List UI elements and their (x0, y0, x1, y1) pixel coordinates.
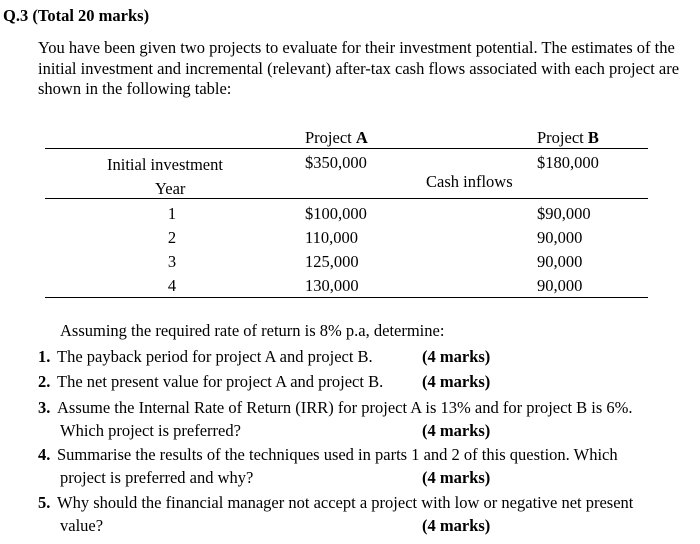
project-b-cell: 90,000 (537, 252, 583, 271)
question-marks: (4 marks) (422, 468, 491, 487)
project-b-letter: B (587, 128, 599, 147)
question-text-continued: Which project is preferred? (60, 421, 241, 440)
project-b-cell: 90,000 (537, 228, 583, 247)
project-a-cell: 110,000 (305, 228, 359, 247)
question-title: Q.3 (Total 20 marks) (3, 6, 150, 25)
question-text: Summarise the results of the techniques used in parts 1 and 2 of this question. Which (57, 445, 618, 464)
initial-investment-b: $180,000 (537, 153, 599, 172)
table-bottom-rule (45, 297, 648, 298)
project-a-cell: 130,000 (305, 276, 359, 295)
question-marks: (4 marks) (422, 372, 491, 391)
project-a-cell: $100,000 (305, 204, 367, 223)
year-label: Year (155, 179, 186, 198)
project-b-cell: $90,000 (537, 204, 591, 223)
question-intro: You have been given two projects to evaluate for their investment potential. The estimates of the initial investment and incremental (relevant) after-tax cash flows associated with each project are shown in the following table: (38, 38, 680, 98)
project-a-prefix: Project (305, 128, 356, 147)
question-text-continued: project is preferred and why? (60, 468, 254, 487)
cash-inflows-label: Cash inflows (426, 172, 513, 191)
question-number: 3. (38, 398, 51, 417)
question-text: Why should the financial manager not accept a project with low or negative net present (57, 493, 634, 512)
questions-lead: Assuming the required rate of return is 8% p.a, determine: (60, 321, 445, 340)
year-cell: 2 (167, 228, 177, 247)
initial-investment-label: Initial investment (107, 155, 223, 174)
initial-investment-a: $350,000 (305, 153, 367, 172)
year-cell: 1 (167, 204, 177, 223)
project-a-letter: A (355, 128, 368, 147)
project-b-cell: 90,000 (537, 276, 583, 295)
question-text-continued: value? (60, 516, 104, 535)
question-number: 5. (38, 493, 51, 512)
year-cell: 3 (167, 252, 177, 271)
year-cell: 4 (167, 276, 177, 295)
question-number: 4. (38, 445, 51, 464)
question-text: The payback period for project A and project B. (57, 347, 373, 366)
project-b-prefix: Project (537, 128, 588, 147)
question-number: 2. (38, 372, 51, 391)
project-b-header (537, 128, 599, 148)
project-a-header (305, 128, 368, 148)
question-marks: (4 marks) (422, 516, 491, 535)
question-text: The net present value for project A and project B. (57, 372, 384, 391)
table-mid-rule (45, 198, 648, 199)
question-number: 1. (38, 347, 51, 366)
question-marks: (4 marks) (422, 421, 491, 440)
project-a-cell: 125,000 (305, 252, 359, 271)
question-marks: (4 marks) (422, 347, 491, 366)
question-text: Assume the Internal Rate of Return (IRR) for project A is 13% and for project B is 6%. (57, 398, 633, 417)
table-top-rule (45, 148, 648, 149)
